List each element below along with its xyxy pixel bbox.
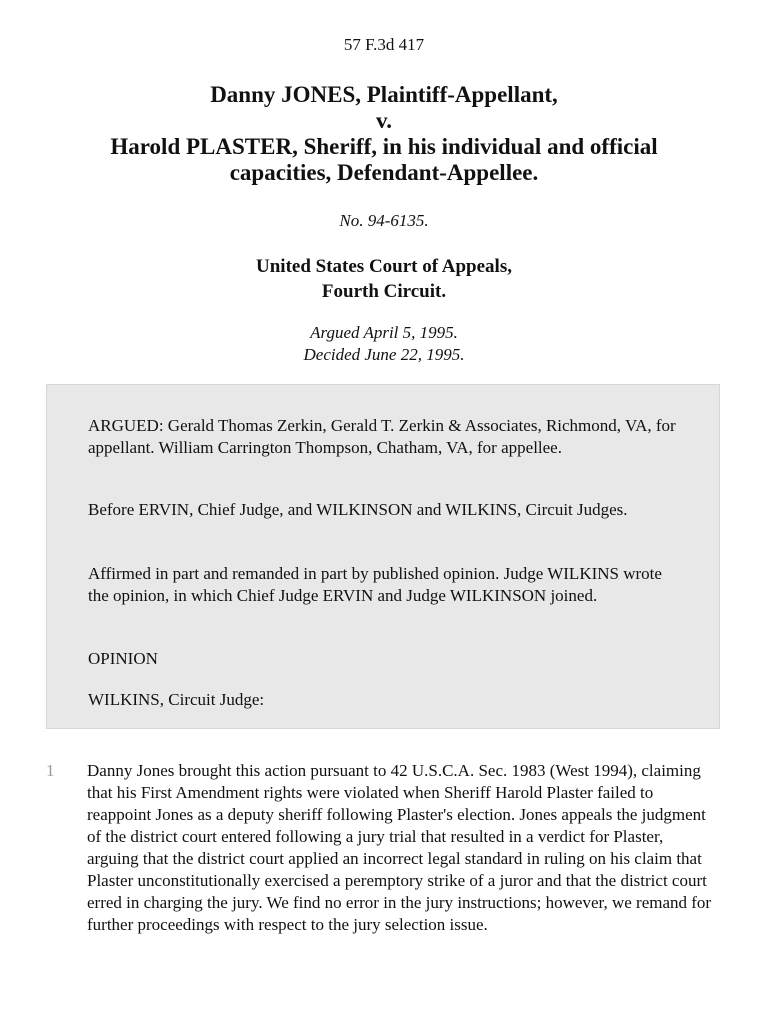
case-parties	[40, 82, 728, 186]
panel-paragraph: Before ERVIN, Chief Judge, and WILKINSON and WILKINS, Circuit Judges.	[88, 500, 628, 519]
argued-date: Argued April 5, 1995.	[310, 323, 458, 342]
disposition-paragraph: Affirmed in part and remanded in part by published opinion. Judge WILKINS wrote the opinion, in which Chief Judge ERVIN and Judge WILKINSON joined.	[88, 564, 662, 605]
opinion-heading: OPINION	[88, 649, 158, 668]
opinion-paragraph: Danny Jones brought this action pursuant to 42 U.S.C.A. Sec. 1983 (West 1994), claiming that his First Amendment rights were violated when Sheriff Harold Plaster failed to reappoint Jones as a deputy sheriff following Plaster's election. Jones appeals the judgment of the district court entered following a jury trial that resulted in a verdict for Plaster, arguing that the district court applied an incorrect legal standard in ruling on his claim that Plaster unconstitutionally exercised a peremptory strike of a juror and that the district court erred in charging the jury. We find no error in the jury instructions; however, we remand for further proceedings with respect to the jury selection issue.	[87, 761, 712, 934]
defendant-line-continued: capacities, Defendant-Appellee.	[229, 160, 539, 185]
case-citation: 57 F.3d 417	[343, 35, 425, 54]
court-name-line1: United States Court of Appeals,	[256, 256, 512, 277]
opinion-author: WILKINS, Circuit Judge:	[88, 690, 265, 709]
case-dates	[0, 322, 768, 366]
court-name	[0, 254, 768, 304]
docket-number: No. 94-6135.	[339, 211, 429, 230]
decided-date: Decided June 22, 1995.	[303, 345, 465, 364]
court-name-line2: Fourth Circuit.	[321, 281, 447, 302]
plaintiff-line: Danny JONES, Plaintiff-Appellant,	[210, 82, 558, 107]
counsel-paragraph: ARGUED: Gerald Thomas Zerkin, Gerald T. Zerkin & Associates, Richmond, VA, for appellant. William Carrington Thompson, Chatham, VA, for appellee.	[88, 416, 676, 457]
defendant-line: Harold PLASTER, Sheriff, in his individual and official	[110, 134, 658, 159]
syllabus-box	[46, 384, 720, 729]
versus-line: v.	[376, 108, 392, 133]
paragraph-number: 1	[46, 761, 55, 780]
